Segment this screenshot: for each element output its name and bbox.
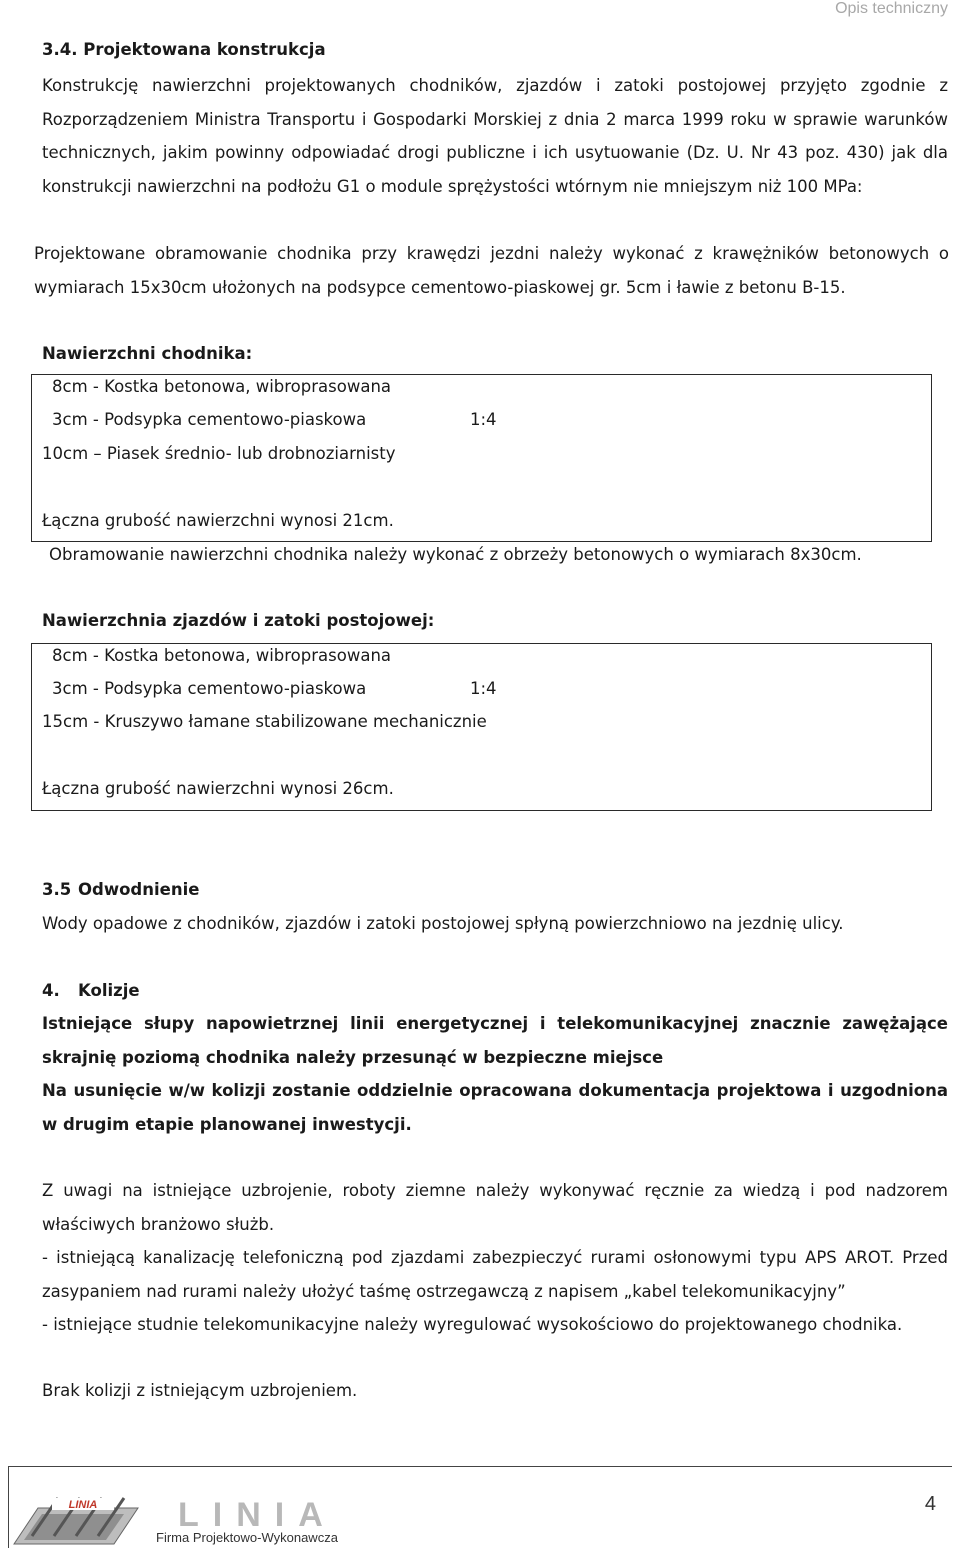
section-4-number: 4. [42, 981, 60, 1000]
sidewalk-heading: Nawierzchni chodnika: [42, 344, 253, 363]
section-3-5-title: Odwodnienie [78, 880, 200, 899]
section-3-4-heading: 3.4. Projektowana konstrukcja [42, 40, 326, 59]
section-3-5-text: Wody opadowe z chodników, zjazdów i zatoki postojowej spłyną powierzchniowo na jezdnię ulicy. [42, 914, 844, 933]
driveway-layer-2-ratio: 1:4 [470, 679, 497, 698]
sidewalk-layer-2-ratio: 1:4 [470, 410, 497, 429]
driveway-total-thickness: Łączna grubość nawierzchni wynosi 26cm. [42, 779, 394, 798]
sidewalk-edging-note: Obramowanie nawierzchni chodnika należy wykonać z obrzeży betonowych o wymiarach 8x30cm. [49, 545, 862, 564]
sidewalk-layer-1: 8cm - Kostka betonowa, wibroprasowana [52, 377, 392, 396]
footer-rule [8, 1466, 952, 1467]
earthworks-paragraph: Z uwagi na istniejące uzbrojenie, roboty ziemne należy wykonywać ręcznie za wiedzą i pod nadzorem właściwych branżowo służb. [42, 1181, 948, 1234]
driveway-heading: Nawierzchnia zjazdów i zatoki postojowej: [42, 611, 435, 630]
running-header: Opis techniczny [835, 0, 948, 17]
sidewalk-layer-3: 10cm – Piasek średnio- lub drobnoziarnisty [42, 444, 396, 463]
collision-documentation-note: Na usunięcie w/w kolizji zostanie oddzielnie opracowana dokumentacja projektowa i uzgodniona w drugim etapie planowanej inwestycji. [42, 1081, 948, 1134]
driveway-layer-3: 15cm - Kruszywo łamane stabilizowane mechanicznie [42, 712, 487, 731]
sidewalk-total-thickness: Łączna grubość nawierzchni wynosi 21cm. [42, 511, 394, 530]
linia-logo-small-text: LINIA [68, 1499, 98, 1511]
section-3-4-paragraph-2: Projektowane obramowanie chodnika przy krawędzi jezdni należy wykonać z krawężników betonowych o wymiarach 15x30cm ułożonych na podsypce cementowo-piaskowej gr. 5cm i ławie z betonu B-15. [34, 244, 949, 297]
section-3-5-number: 3.5 [42, 880, 72, 899]
telecom-ducting-paragraph: - istniejącą kanalizację telefoniczną pod zjazdami zabezpieczyć rurami osłonowymi typu APS AROT. Przed zasypaniem nad rurami należy ułożyć taśmę ostrzegawczą z napisem „kabel telekomunikacyjny” [42, 1248, 948, 1301]
section-3-4-paragraph-1: Konstrukcję nawierzchni projektowanych chodników, zjazdów i zatoki postojowej przyjęto zgodnie z Rozporządzeniem Ministra Transportu i Gospodarki Morskiej z dnia 2 marca 1999 roku w sprawie warunków technicznych, jakim powinny odpowiadać drogi publiczne i ich usytuowanie (Dz. U. Nr 43 poz. 430) jak dla konstrukcji nawierzchni na podłożu G1 o module sprężystości wtórnym nie mniejszym niż 100 MPa: [42, 76, 948, 196]
page-number: 4 [924, 1493, 936, 1515]
driveway-layer-2: 3cm - Podsypka cementowo-piaskowa [52, 679, 367, 698]
linia-logo-wordmark: LINIA [178, 1496, 337, 1534]
collision-poles-note: Istniejące słupy napowietrznej linii energetycznej i telekomunikacyjnej znacznie zawężające skrajnię poziomą chodnika należy przesunąć w bezpieczne miejsce [42, 1014, 948, 1067]
sidewalk-layer-2: 3cm - Podsypka cementowo-piaskowa [52, 410, 367, 429]
section-4-title: Kolizje [78, 981, 140, 1000]
telecom-wells-paragraph: - istniejące studnie telekomunikacyjne należy wyregulować wysokościowo do projektowanego chodnika. [42, 1315, 903, 1334]
firm-name: Firma Projektowo-Wykonawcza [156, 1530, 338, 1545]
driveway-layer-1: 8cm - Kostka betonowa, wibroprasowana [52, 646, 392, 665]
no-collision-paragraph: Brak kolizji z istniejącym uzbrojeniem. [42, 1381, 358, 1400]
